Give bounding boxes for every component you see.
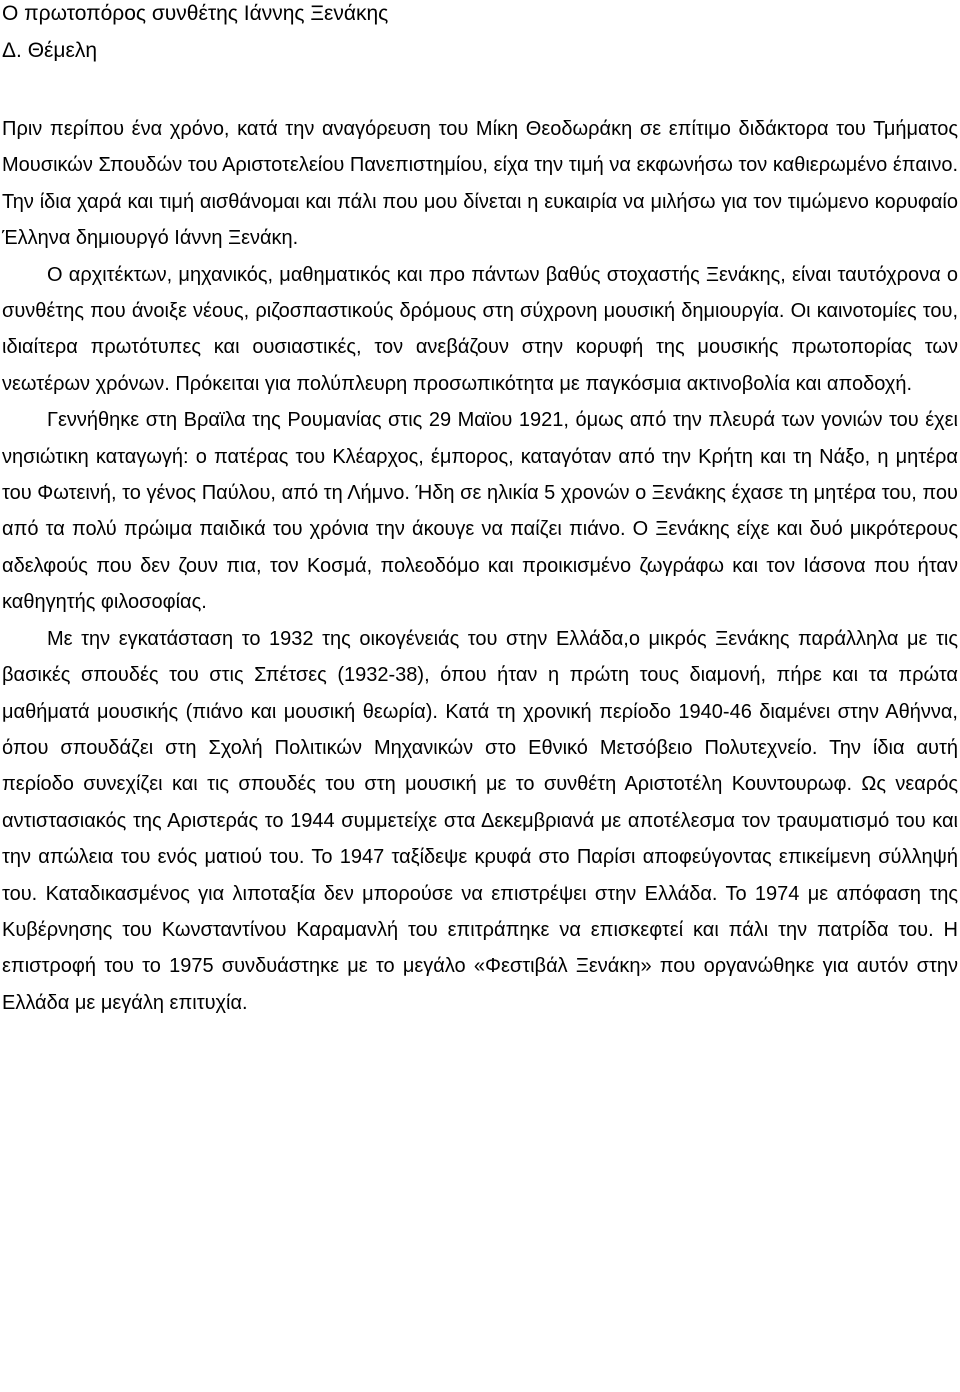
spacer	[2, 65, 958, 111]
document-author: Δ. Θέμελη	[2, 39, 98, 62]
paragraph-intro: Πριν περίπου ένα χρόνο, κατά την αναγόρευση του Μίκη Θεοδωράκη σε επίτιμο διδάκτορα του Τμήματος Μουσικών Σπουδών του Αριστοτελείου Πανεπιστημίου, είχα την τιμή να εκφωνήσω τον καθιερωμένο έπαινο. Την ίδια χαρά και τιμή αισθάνομαι και πάλι που μου δίνεται η ευκαιρία να μιλήσω για τον τιμώμενο κορυφαίο Έλληνα δημιουργό Ιάννη Ξενάκη.	[2, 118, 958, 250]
document-page	[2, 0, 958, 1021]
paragraph-birth: Γεννήθηκε στη Βραϊλα της Ρουμανίας στις 29 Μαϊου 1921, όμως από την πλευρά των γονιών του έχει νησιώτικη καταγωγή: ο πατέρας του Κλέαρχος, έμπορος, καταγόταν από την Κρήτη και τη Νάξο, η μητέρα του Φωτεινή, το γένος Παύλου, από τη Λήμνο. Ήδη σε ηλικία 5 χρονών ο Ξενάκης έχασε τη μητέρα του, που από τα πολύ πρώιμα παιδικά του χρόνια την άκουγε να παίζει πιάνο. Ο Ξενάκης είχε και δυό μικρότερους αδελφούς που δεν ζουν πια, τον Κοσμά, πολεοδόμο και προικισμένο ζωγράφω και τον Ιάσονα που ήταν καθηγητής φιλοσοφίας.	[2, 409, 958, 614]
paragraph-profile: Ο αρχιτέκτων, μηχανικός, μαθηματικός και προ πάντων βαθύς στοχαστής Ξενάκης, είναι ταυτόχρονα ο συνθέτης που άνοιξε νέους, ριζοσπαστικούς δρόμους στη σύχρονη μουσική δημιουργία. Οι καινοτομίες του, ιδιαίτερα πρωτότυπες και ουσιαστικές, τον ανεβάζουν στην κορυφή της μουσικής πρωτοπορίας των νεωτέρων χρόνων. Πρόκειται για πολύπλευρη προσωπικότητα με παγκόσμια ακτινοβολία και αποδοχή.	[2, 263, 958, 395]
paragraph-education: Με την εγκατάσταση το 1932 της οικογένειάς του στην Ελλάδα,ο μικρός Ξενάκης παράλληλα με τις βασικές σπουδές του στις Σπέτσες (1932-38), όπου ήταν η πρώτη τους διαμονή, πήρε και τα πρώτα μαθήματά μουσικής (πιάνο και μουσική θεωρία). Κατά τη χρονική περίοδο 1940-46 διαμένει στην Αθήννα, όπου σπουδάζει στη Σχολή Πολιτικών Μηχανικών στο Εθνικό Μετσόβειο Πολυτεχνείο. Την ίδια αυτή περίοδο συνεχίζει και τις σπουδές του στη μουσική με το συνθέτη Αριστοτέλη Κουντουρωφ. Ως νεαρός αντιστασιακός της Αριστεράς το 1944 συμμετείχε στα Δεκεμβριανά με αποτέλεσμα τον τραυματισμό του και την απώλεια του ενός ματιού του. Το 1947 ταξίδεψε κρυφά στο Παρίσι αποφεύγοντας επικείμενη σύλληψή του. Καταδικασμένος για λιποταξία δεν μπορούσε να επιστρέψει στην Ελλάδα. Το 1974 με απόφαση της Κυβέρνησης του Κωνσταντίνου Καραμανλή του επιτράπηκε να επισκεφτεί και πάλι την πατρίδα του. Η επιστροφή του το 1975 συνδυάστηκε με το μεγάλο «Φεστιβάλ Ξενάκη» που οργανώθηκε για αυτόν στην Ελλάδα με μεγάλη επιτυχία.	[2, 627, 958, 1014]
document-title: Ο πρωτοπόρος συνθέτης Ιάννης Ξενάκης	[2, 2, 389, 25]
